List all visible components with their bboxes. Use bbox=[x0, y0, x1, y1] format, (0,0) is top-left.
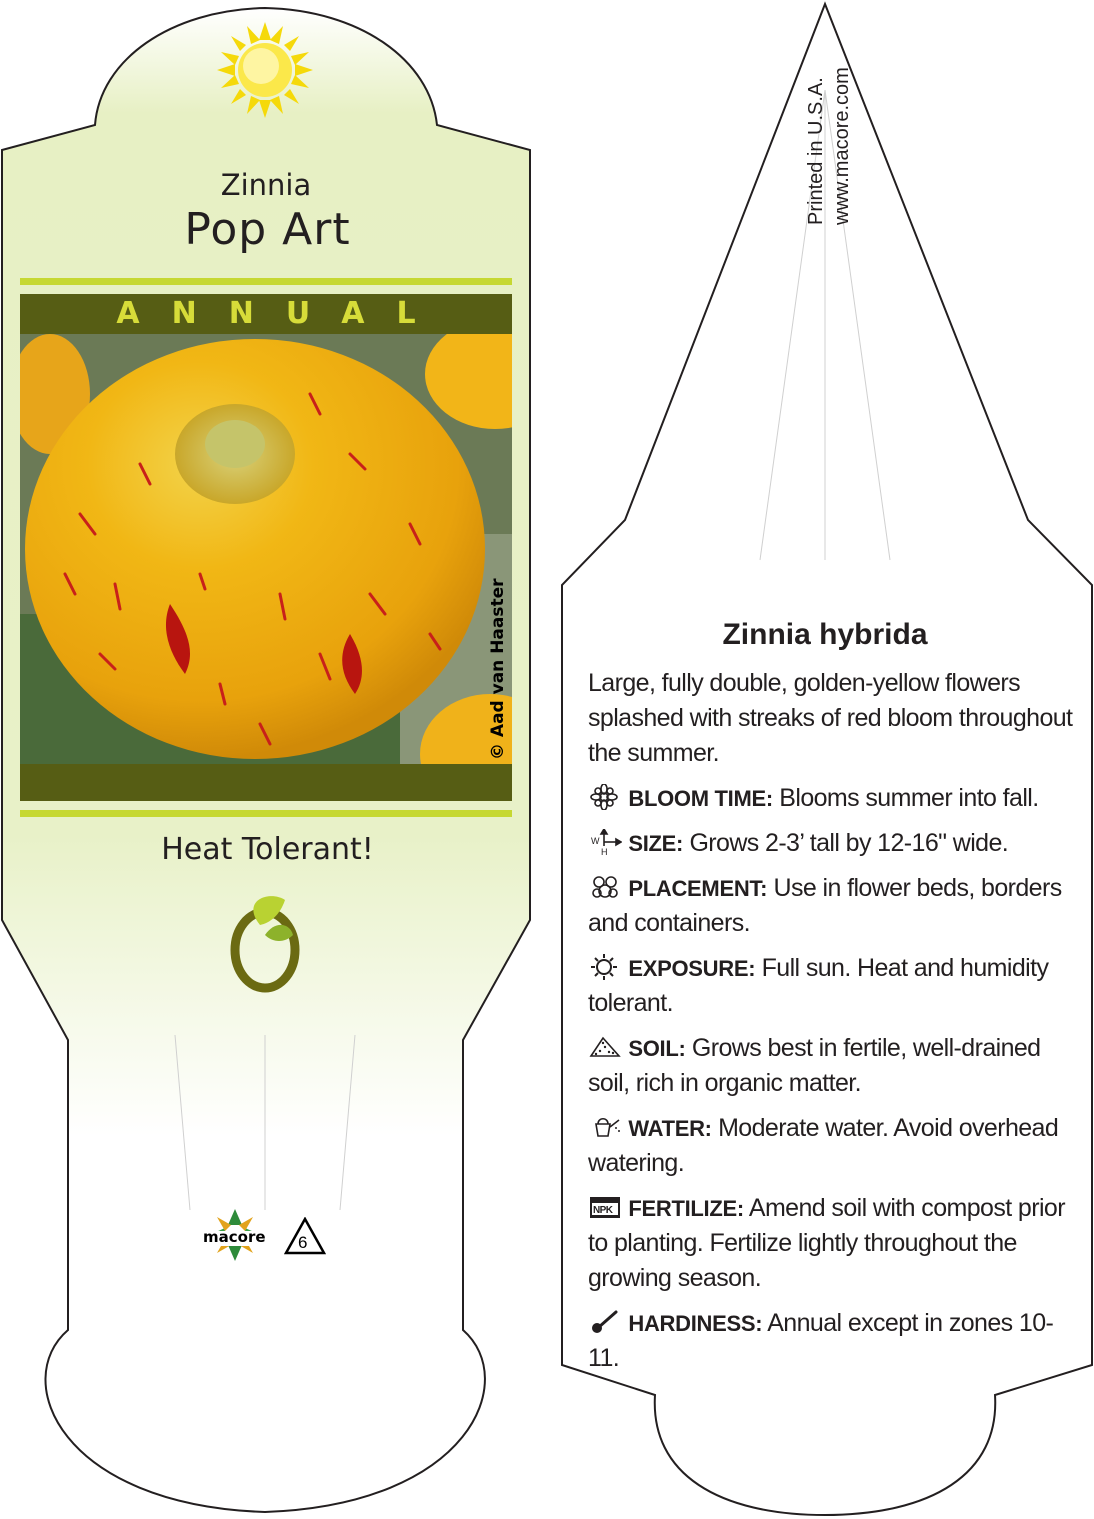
care-label: WATER: bbox=[628, 1116, 712, 1141]
care-text: Use in flower beds, borders and containers. bbox=[588, 874, 1062, 937]
plant-description: Large, fully double, golden-yellow flowers splashed with streaks of red bloom throughout the summer. bbox=[588, 669, 1073, 767]
svg-text:NPK: NPK bbox=[593, 1205, 613, 1216]
care-fertilize bbox=[588, 1191, 1078, 1296]
care-size bbox=[588, 826, 1078, 861]
photo-bottom-band bbox=[20, 764, 512, 801]
size-icon bbox=[588, 829, 622, 855]
photo-credit: © Aad van Haaster bbox=[488, 578, 508, 760]
printed-origin: Printed in U.S.A. bbox=[805, 77, 827, 225]
care-text: Annual except in zones 10-11. bbox=[588, 1309, 1054, 1372]
sun-icon bbox=[217, 22, 313, 118]
care-label: SOIL: bbox=[628, 1036, 686, 1061]
care-label: FERTILIZE: bbox=[628, 1196, 744, 1221]
flower-photo bbox=[20, 334, 512, 764]
thermometer-icon bbox=[588, 1309, 622, 1335]
care-placement bbox=[588, 871, 1078, 941]
care-label: PLACEMENT: bbox=[628, 876, 768, 901]
soil-icon bbox=[588, 1034, 622, 1060]
accent-line-top bbox=[20, 278, 512, 285]
care-soil bbox=[588, 1031, 1078, 1101]
care-text: Full sun. Heat and humidity tolerant. bbox=[588, 954, 1049, 1017]
care-text: Grows best in fertile, well-drained soil, rich in organic matter. bbox=[588, 1034, 1041, 1097]
care-text: Amend soil with compost prior to planting. Fertilize lightly throughout the growing season. bbox=[588, 1194, 1065, 1292]
recycle-code: 6 bbox=[298, 1233, 308, 1252]
botanical-name: Zinnia hybrida bbox=[722, 618, 928, 651]
flower-icon bbox=[588, 784, 622, 810]
care-text: Grows 2-3’ tall by 12-16" wide. bbox=[689, 829, 1009, 857]
care-text: Moderate water. Avoid overhead watering. bbox=[588, 1114, 1059, 1177]
care-exposure bbox=[588, 951, 1078, 1021]
care-water bbox=[588, 1111, 1078, 1181]
printed-info bbox=[804, 67, 856, 225]
care-label: HARDINESS: bbox=[628, 1311, 763, 1336]
care-label: SIZE: bbox=[628, 831, 684, 856]
npk-icon bbox=[588, 1194, 622, 1220]
tagline: Heat Tolerant! bbox=[161, 832, 374, 867]
care-hardiness bbox=[588, 1306, 1078, 1376]
website: www.macore.com bbox=[831, 67, 853, 225]
svg-text:W: W bbox=[591, 836, 599, 846]
care-bloom-time bbox=[588, 781, 1078, 816]
placement-icon bbox=[588, 874, 622, 900]
brand-name: macore bbox=[203, 1228, 266, 1246]
care-label: BLOOM TIME: bbox=[628, 786, 773, 811]
accent-line-bottom bbox=[20, 810, 512, 817]
care-label: EXPOSURE: bbox=[628, 956, 756, 981]
svg-text:H: H bbox=[601, 847, 607, 855]
plant-genus: Zinnia bbox=[220, 168, 312, 202]
plant-cultivar: Pop Art bbox=[184, 204, 351, 255]
sun-icon bbox=[588, 954, 622, 980]
watering-can-icon bbox=[588, 1114, 622, 1140]
care-text: Blooms summer into fall. bbox=[779, 784, 1039, 812]
plant-type-label: ANNUAL bbox=[20, 294, 512, 334]
